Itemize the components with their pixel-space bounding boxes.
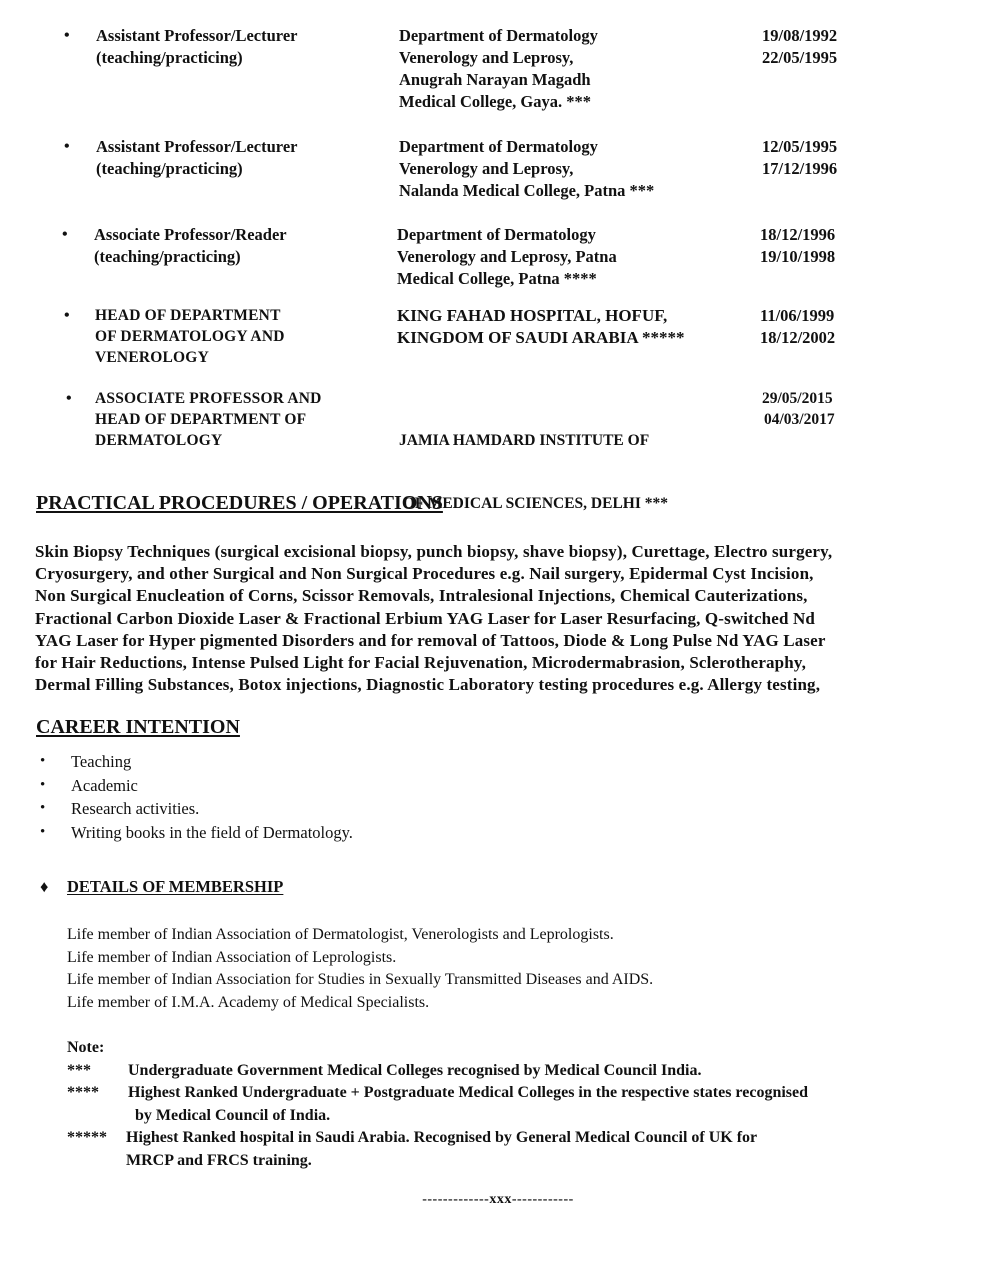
diamond-bullet-icon: ♦ (40, 877, 49, 896)
list-item: Life member of I.M.A. Academy of Medical Specialists. (67, 993, 430, 1011)
bullet-icon: • (40, 800, 46, 816)
bullet-icon: • (66, 390, 72, 407)
membership-list (67, 924, 653, 1014)
bullet-icon: • (64, 307, 70, 324)
position-title: ASSOCIATE PROFESSOR AND HEAD OF DEPARTMENT OF DERMATOLOGY (95, 390, 322, 449)
procedures-paragraph: Skin Biopsy Techniques (surgical excisional biopsy, punch biopsy, shave biopsy), Curettage, Electro surgery, Cryosurgery, and other Surgical and Non Surgical Procedures e.g. Nail surgery, Epidermal Cyst Incision, Non Surgical Enucleation of Corns, Scissor Removals, Intralesional Injections, Chemical Cauterizations, Fractional Carbon Dioxide Laser & Fractional Erbium YAG Laser for Laser Resurfacing, Q-switched Nd YAG Laser for Hyper pigmented Disorders and for removal of Tattoos, Diode & Long Pulse Nd YAG Laser for Hair Reductions, Intense Pulsed Light for Facial Rejuvenation, Microdermabrasion, Sclerotheraphy, Dermal Filling Substances, Botox injections, Diagnostic Laboratory testing procedures e.g. Allergy testing, (35, 542, 833, 695)
list-item: Life member of Indian Association of Dermatologist, Venerologists and Leprologists. (67, 926, 614, 943)
section-heading-procedures: PRACTICAL PROCEDURES / OPERATIONS (36, 492, 443, 514)
institution: KING FAHAD HOSPITAL, HOFUF, KINGDOM OF SAUDI ARABIA ***** (397, 306, 685, 347)
note-title: Note: (67, 1039, 105, 1056)
position-title: Assistant Professor/Lecturer (teaching/practicing) (96, 26, 298, 67)
note-item-continuation: MRCP and FRCS training. (126, 1151, 312, 1169)
bullet-icon: • (40, 776, 46, 793)
bullet-icon: • (40, 823, 46, 840)
position-title: Associate Professor/Reader (teaching/practicing) (94, 225, 287, 266)
footnote-mark: **** (67, 1084, 99, 1101)
list-item: Life member of Indian Association for Studies in Sexually Transmitted Diseases and AIDS. (67, 971, 654, 988)
date-range: 19/08/1992 22/05/1995 (762, 26, 838, 67)
note-item: *** Undergraduate Government Medical Colleges recognised by Medical Council India. (67, 1060, 104, 1083)
position-title: HEAD OF DEPARTMENT OF DERMATOLOGY AND VENEROLOGY (95, 307, 285, 366)
date-range: 18/12/1996 19/10/1998 (760, 225, 836, 266)
bullet-icon: • (64, 27, 70, 44)
bullet-icon: • (40, 753, 46, 769)
position-title: Assistant Professor/Lecturer (teaching/practicing) (96, 137, 298, 178)
note-section (67, 1037, 809, 1172)
footnote-mark: *** (67, 1061, 91, 1079)
section-heading-career: CAREER INTENTION (36, 716, 240, 738)
bullet-icon: • (64, 138, 70, 155)
document-end-marker: -------------xxx------------ (422, 1192, 574, 1207)
date-range: 29/05/2015 04/03/2017 (762, 390, 835, 428)
bullet-icon: • (62, 226, 68, 243)
list-item: Life member of Indian Association of Leprologists. (67, 948, 397, 966)
institution: Department of Dermatology Venerology and Leprosy, Patna Medical College, Patna **** (397, 225, 617, 288)
note-item: **** Highest Ranked Undergraduate + Postgraduate Medical Colleges in the respective states recognised (67, 1082, 104, 1105)
institution: Department of Dermatology Venerology and Leprosy, Anugrah Narayan Magadh Medical College, Gaya. *** (399, 26, 598, 111)
note-item-continuation: by Medical Council of India. (135, 1106, 331, 1124)
footnote-mark: ***** (67, 1129, 107, 1146)
institution: Department of Dermatology Venerology and Leprosy, Nalanda Medical College, Patna *** (399, 137, 655, 200)
date-range: 12/05/1995 17/12/1996 (762, 137, 838, 178)
date-range: 11/06/1999 18/12/2002 (760, 306, 836, 347)
institution: JAMIA HAMDARD INSTITUTE OF OF MEDICAL SCIENCES, DELHI *** (399, 432, 669, 512)
note-item: ***** Highest Ranked hospital in Saudi Arabia. Recognised by General Medical Council of UK for (67, 1127, 104, 1150)
